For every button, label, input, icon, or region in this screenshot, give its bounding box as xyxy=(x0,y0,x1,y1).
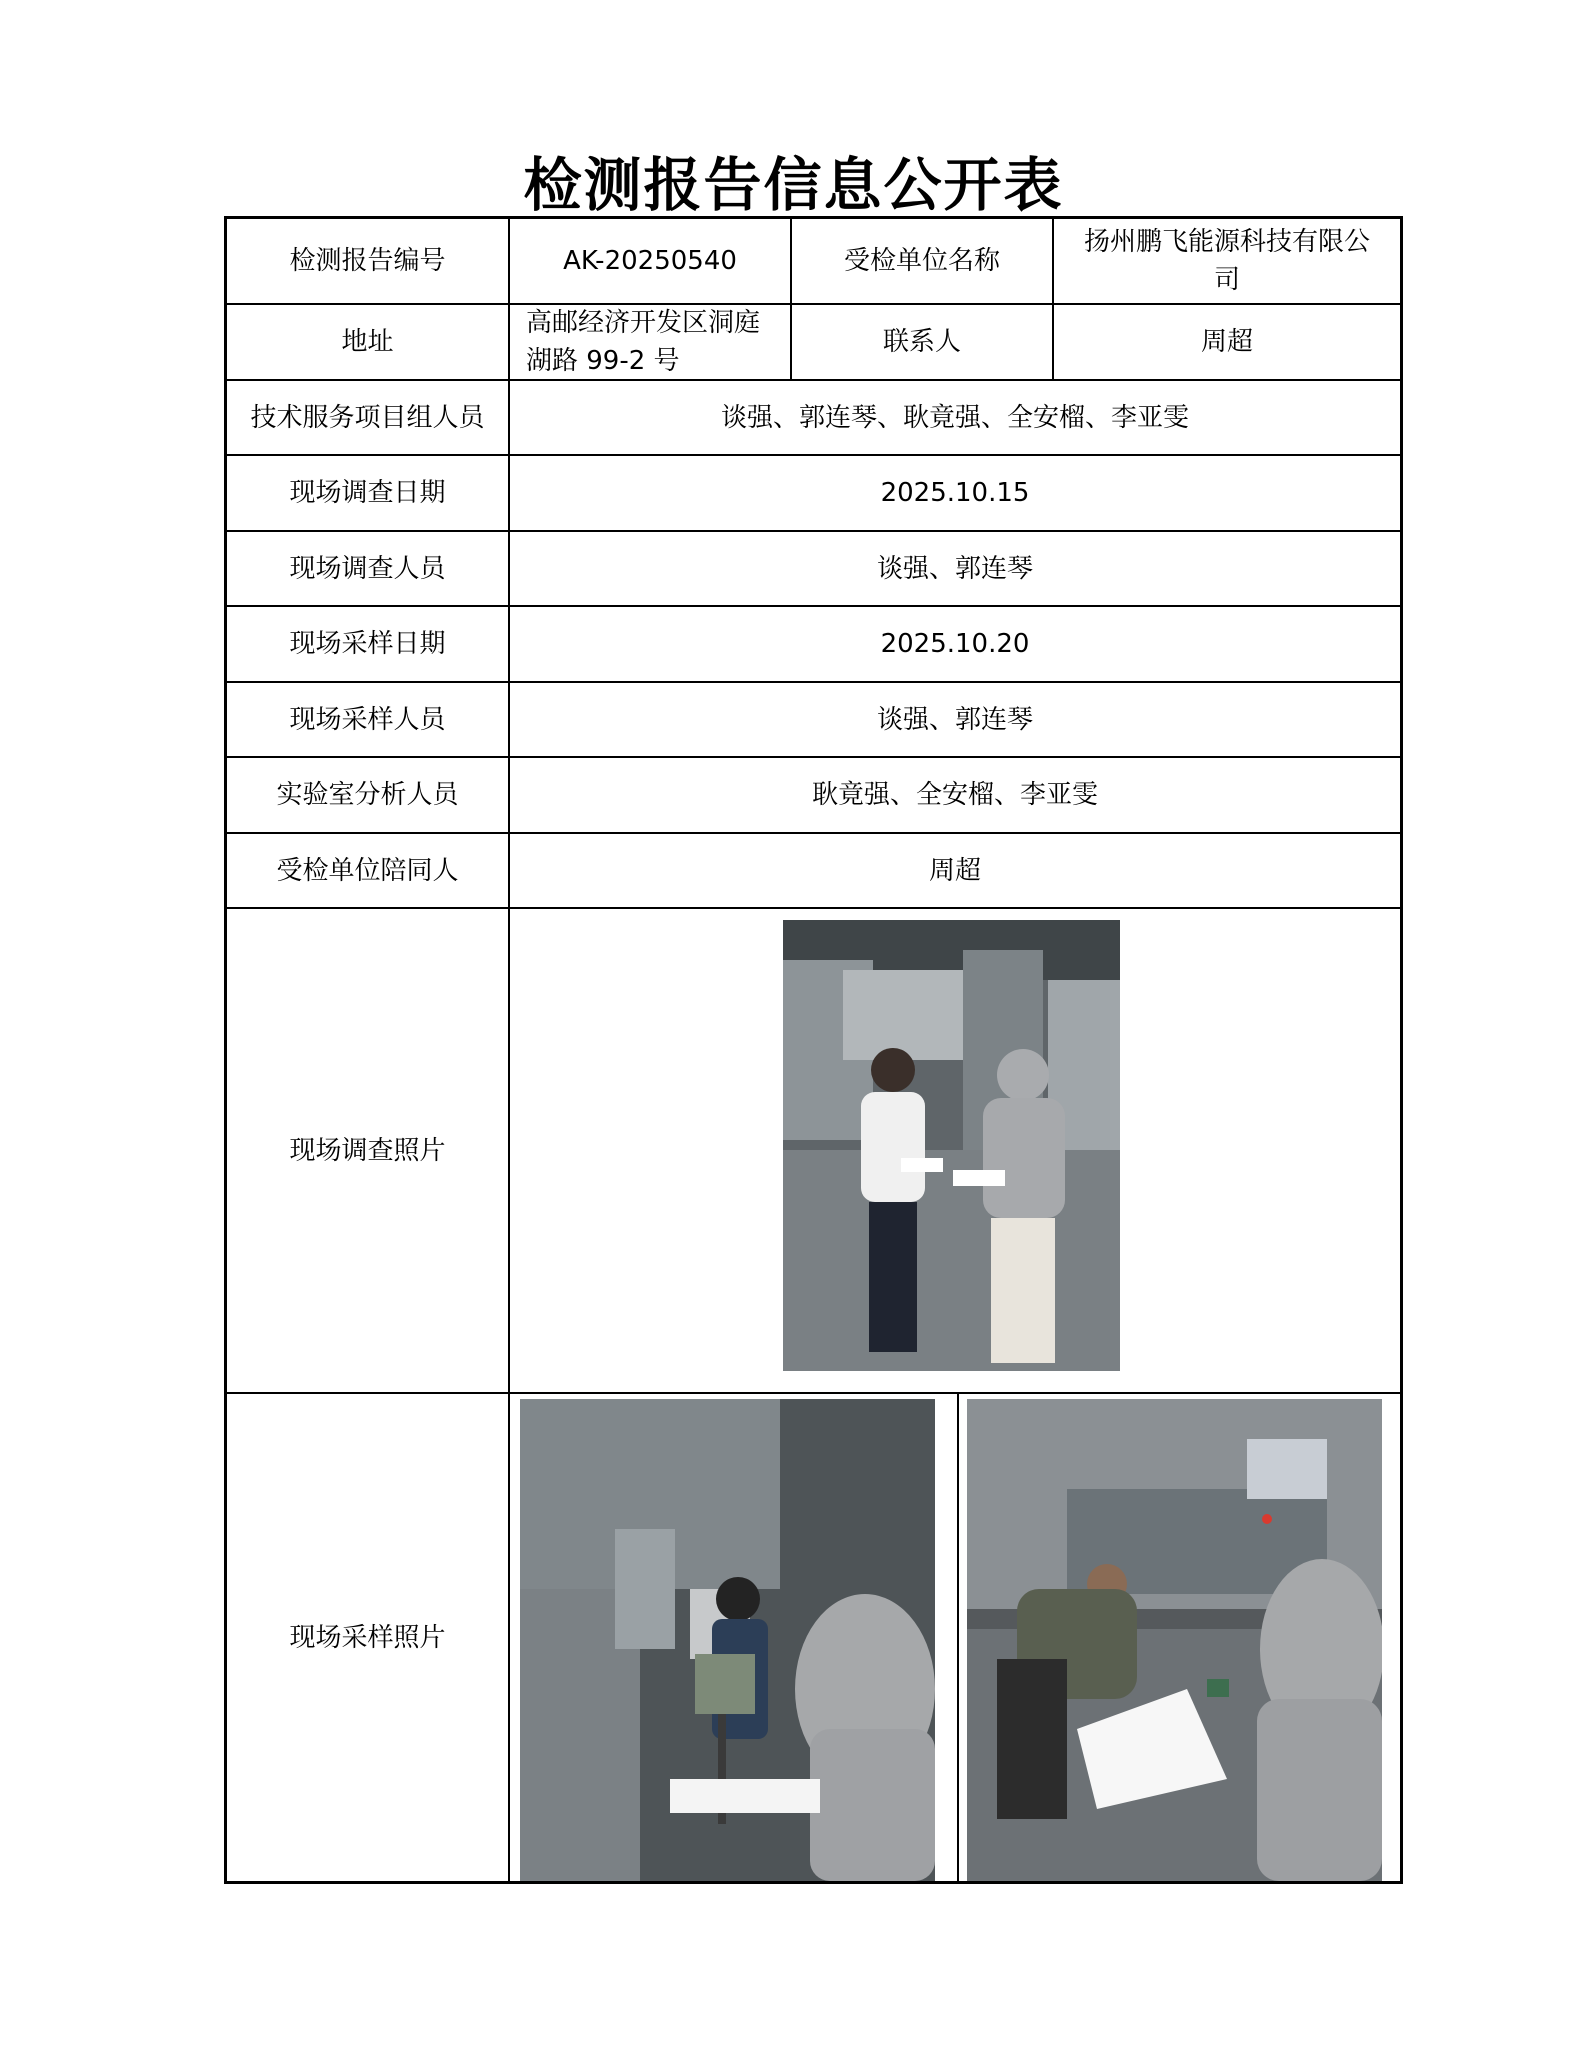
survey-photo xyxy=(783,920,1120,1371)
report-no-value: AK-20250540 xyxy=(563,246,737,276)
survey-photo-label: 现场调查照片 xyxy=(289,1135,446,1166)
sampling-staff-value: 谈强、郭连琴 xyxy=(876,704,1033,735)
contact-label: 联系人 xyxy=(882,327,961,357)
page-title: 检测报告信息公开表 xyxy=(523,151,1064,219)
unit-name-label: 受检单位名称 xyxy=(843,246,1000,276)
team-value: 谈强、郭连琴、耿竟强、全安榴、李亚雯 xyxy=(720,402,1189,433)
survey-date-label: 现场调查日期 xyxy=(289,478,446,508)
report-no-label: 检测报告编号 xyxy=(289,246,446,276)
survey-staff-label: 现场调查人员 xyxy=(289,553,446,584)
sampling-photo-label: 现场采样照片 xyxy=(289,1622,446,1653)
lab-staff-label: 实验室分析人员 xyxy=(276,780,459,810)
sampling-photo-1 xyxy=(520,1399,935,1881)
address-label: 地址 xyxy=(341,327,394,357)
survey-staff-value: 谈强、郭连琴 xyxy=(876,553,1033,584)
contact-value: 周超 xyxy=(1200,327,1253,357)
lab-staff-value: 耿竟强、全安榴、李亚雯 xyxy=(811,780,1098,810)
team-label: 技术服务项目组人员 xyxy=(250,402,485,433)
sampling-photo-2 xyxy=(967,1399,1382,1881)
sampling-staff-label: 现场采样人员 xyxy=(289,704,446,735)
survey-date-value: 2025.10.15 xyxy=(880,478,1030,508)
sampling-date-label: 现场采样日期 xyxy=(289,629,446,659)
escort-value: 周超 xyxy=(928,855,981,886)
address-value: 高邮经济开发区洞庭湖路 99-2 号 xyxy=(526,308,761,376)
info-table xyxy=(224,216,1403,1884)
unit-name-value: 扬州鹏飞能源科技有限公司 xyxy=(1083,227,1370,295)
escort-label: 受检单位陪同人 xyxy=(276,855,459,886)
sampling-date-value: 2025.10.20 xyxy=(880,629,1030,659)
